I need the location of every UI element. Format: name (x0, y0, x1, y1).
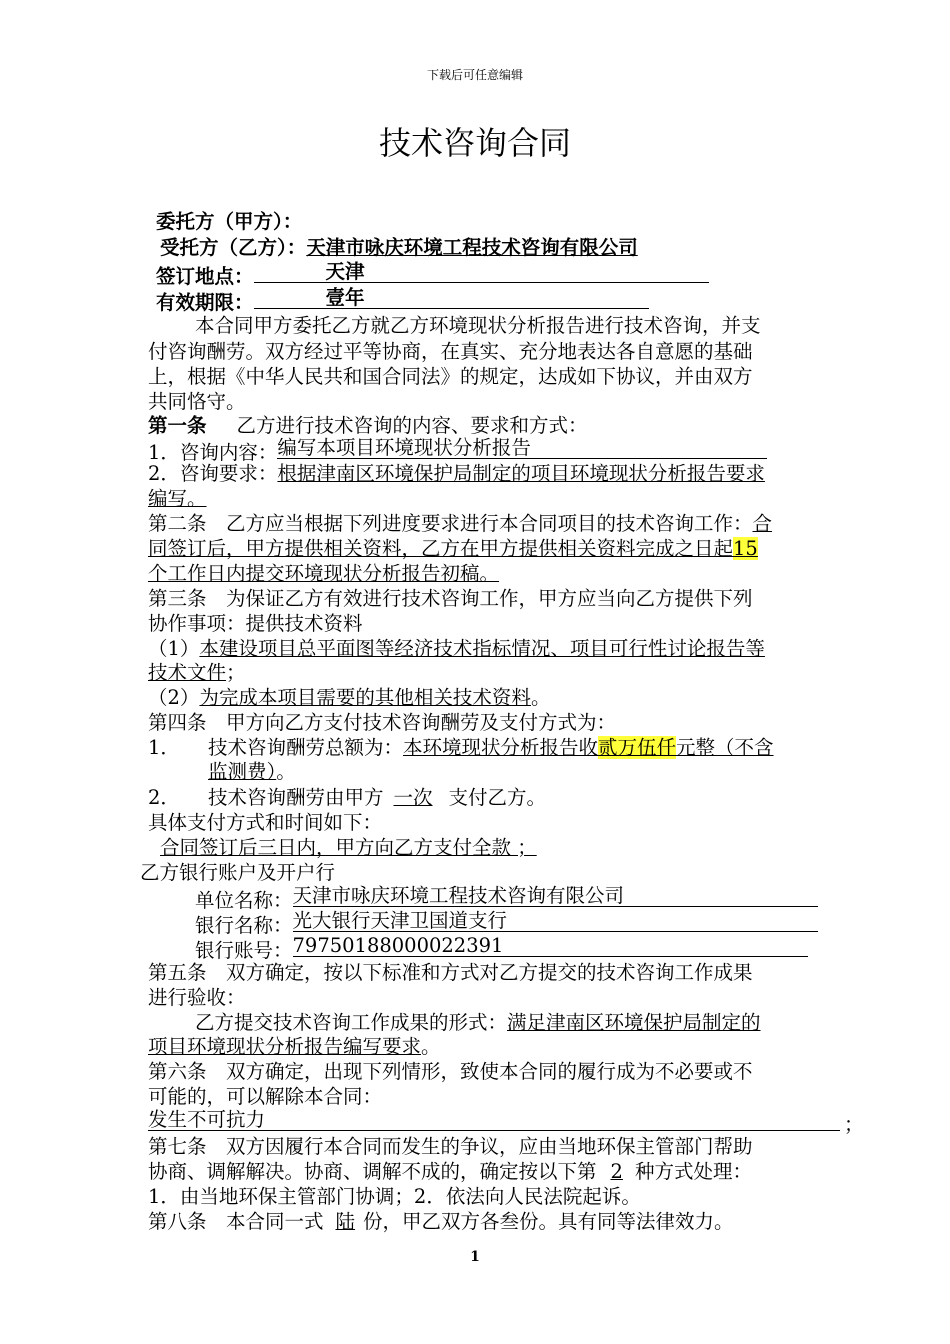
article-3-line-2: 协作事项：提供技术资料 (148, 612, 363, 635)
item-1-value: 编写本项目环境现状分析报告 (277, 436, 531, 459)
item-1-underline (277, 438, 767, 459)
account-row (195, 936, 808, 963)
unit-label: 单位名称： (195, 889, 293, 912)
article-8-line (148, 1210, 734, 1234)
article-1-title: 乙方进行技术咨询的内容、要求和方式： (236, 414, 588, 437)
article-6-value: 发生不可抗力 (148, 1108, 266, 1131)
item-value: 为完成本项目需要的其他相关技术资料 (199, 686, 531, 709)
article-7-text: 种方式处理： (634, 1160, 752, 1183)
validity-value: 壹年 (325, 286, 365, 309)
account-underline (293, 936, 808, 957)
article-4-item-1 (148, 736, 774, 760)
validity-row (156, 288, 649, 315)
article-5-line-4 (148, 1035, 441, 1059)
article-3-item-2 (148, 686, 550, 710)
bank-heading: 乙方银行账户及开户行 (140, 861, 336, 884)
unit-underline (293, 886, 818, 907)
item-end: 。 (421, 1035, 441, 1058)
validity-underline (254, 288, 649, 309)
page-title: 技术咨询合同 (378, 124, 571, 162)
unit-value: 天津市咏庆环境工程技术咨询有限公司 (292, 884, 625, 907)
article-4-item-1-cont (208, 760, 296, 784)
fee-amount: 贰万伍仟 (598, 736, 677, 759)
article-1-item-2 (148, 462, 765, 486)
article-6-line-2: 可能的，可以解除本合同： (148, 1085, 383, 1108)
contractor-row (160, 236, 638, 260)
article-1-item-2-cont: 编写。 (148, 487, 207, 510)
article-6-underline (148, 1110, 840, 1131)
article-5-line-3 (195, 1011, 761, 1035)
article-2-line-3: 个工作日内提交环境现状分析报告初稿。 (148, 562, 500, 585)
place-value: 天津 (325, 260, 365, 283)
item-text: 支付乙方。 (448, 786, 547, 809)
bank-label: 银行名称： (195, 914, 293, 937)
intro-line-2: 付咨询酬劳。双方经过平等协商，在真实、充分地表达各自意愿的基础 (148, 340, 753, 363)
article-4-heading: 第四条 甲方向乙方支付技术咨询酬劳及支付方式为： (148, 711, 617, 734)
article-8-text: 第八条 本合同一式 (148, 1210, 324, 1233)
fee-text-2: 元整（不含 (676, 736, 774, 759)
intro-line-4: 共同恪守。 (148, 390, 246, 413)
article-2-highlight: 15 (733, 537, 758, 560)
item-end: 。 (276, 760, 296, 783)
article-2-underlined: 同签订后，甲方提供相关资料，乙方在甲方提供相关资料完成之日起 (148, 537, 734, 560)
place-underline (254, 262, 709, 283)
article-8-text: 份，甲乙双方各叁份。具有同等法律效力。 (363, 1210, 734, 1233)
article-7-line-2 (148, 1160, 752, 1184)
article-2-text: 第二条 乙方应当根据下列进度要求进行本合同项目的技术咨询工作： (148, 512, 753, 535)
contractor-value: 天津市咏庆环境工程技术咨询有限公司 (306, 236, 638, 259)
item-label: 1．咨询内容： (148, 441, 278, 464)
article-5-text: 乙方提交技术咨询工作成果的形式： (195, 1011, 508, 1034)
page-number: 1 (470, 1249, 480, 1265)
item-end: 。 (530, 686, 551, 709)
item-end: ； (226, 661, 246, 684)
article-4-item-2 (148, 786, 547, 810)
validity-label: 有效期限： (156, 291, 254, 314)
item-number: 1． (148, 736, 180, 759)
article-6-line-1: 第六条 双方确定，出现下列情形，致使本合同的履行成为不必要或不 (148, 1060, 753, 1083)
item-label: （2） (148, 686, 200, 709)
payment-count: 一次 (393, 786, 433, 809)
article-5-line-2: 进行验收： (148, 986, 246, 1009)
item-label: 2．咨询要求： (148, 462, 278, 485)
intro-line-3: 上，根据《中华人民共和国合同法》的规定，达成如下协议，并由双方 (148, 365, 753, 388)
place-label: 签订地点： (156, 265, 254, 288)
article-2-line-1 (148, 512, 772, 536)
article-7-line-1: 第七条 双方因履行本合同而发生的争议，应由当地环保主管部门帮助 (148, 1135, 753, 1158)
article-1-item-1 (148, 438, 767, 465)
fee-text-3: 监测费） (208, 760, 277, 783)
item-label: 技术咨询酬劳总额为： (208, 736, 404, 759)
bank-row (195, 911, 818, 938)
fee-text: 本环境现状分析报告收 (403, 736, 599, 759)
article-5-line-1: 第五条 双方确定，按以下标准和方式对乙方提交的技术咨询工作成果 (148, 961, 753, 984)
article-2-line-2 (148, 537, 758, 561)
payment-method-label: 具体支付方式和时间如下： (148, 811, 383, 834)
article-2-underlined: 合 (752, 512, 773, 535)
item-1-content (208, 736, 774, 760)
article-1-label: 第一条 (148, 414, 207, 437)
item-value: 本建设项目总平面图等经济技术指标情况、项目可行性讨论报告等 (199, 637, 765, 660)
dispute-method-choice: 2 (610, 1160, 623, 1183)
header-note: 下载后可任意编辑 (426, 68, 523, 82)
payment-method-value: 合同签订后三日内，甲方向乙方支付全款 ； (160, 836, 537, 859)
article-3-item-1-cont (148, 661, 246, 685)
item-2-value: 根据津南区环境保护局制定的项目环境现状分析报告要求 (277, 462, 765, 485)
item-number: 2． (148, 786, 180, 809)
bank-underline (293, 911, 818, 932)
copies-count: 陆 (335, 1210, 356, 1233)
contractor-label: 受托方（乙方）： (160, 236, 307, 259)
article-5-underlined: 满足津南区环境保护局制定的 (507, 1011, 761, 1034)
client-row (156, 210, 302, 234)
item-value: 技术文件 (148, 661, 227, 684)
article-3-item-1 (148, 637, 765, 661)
intro-line-1: 本合同甲方委托乙方就乙方环境现状分析报告进行技术咨询，并支 (195, 314, 761, 337)
bank-value: 光大银行天津卫国道支行 (292, 909, 508, 932)
article-1-heading (148, 414, 588, 438)
item-end: ； (844, 1113, 864, 1136)
article-7-line-3: 1．由当地环保主管部门协调；2．依法向人民法院起诉。 (148, 1185, 641, 1208)
account-label: 银行账号： (195, 939, 293, 962)
item-label: （1） (148, 637, 200, 660)
article-6-line-3 (148, 1110, 864, 1137)
article-7-text: 协商、调解解决。协商、调解不成的，确定按以下第 (148, 1160, 597, 1183)
item-text: 技术咨询酬劳由甲方 (208, 786, 384, 809)
account-value: 79750188000022391 (292, 934, 504, 957)
article-3-line-1: 第三条 为保证乙方有效进行技术咨询工作，甲方应当向乙方提供下列 (148, 587, 753, 610)
place-row (156, 262, 709, 289)
client-label: 委托方（甲方）： (156, 210, 303, 233)
article-5-underlined: 项目环境现状分析报告编写要求 (148, 1035, 422, 1058)
item-2-content (208, 786, 546, 810)
